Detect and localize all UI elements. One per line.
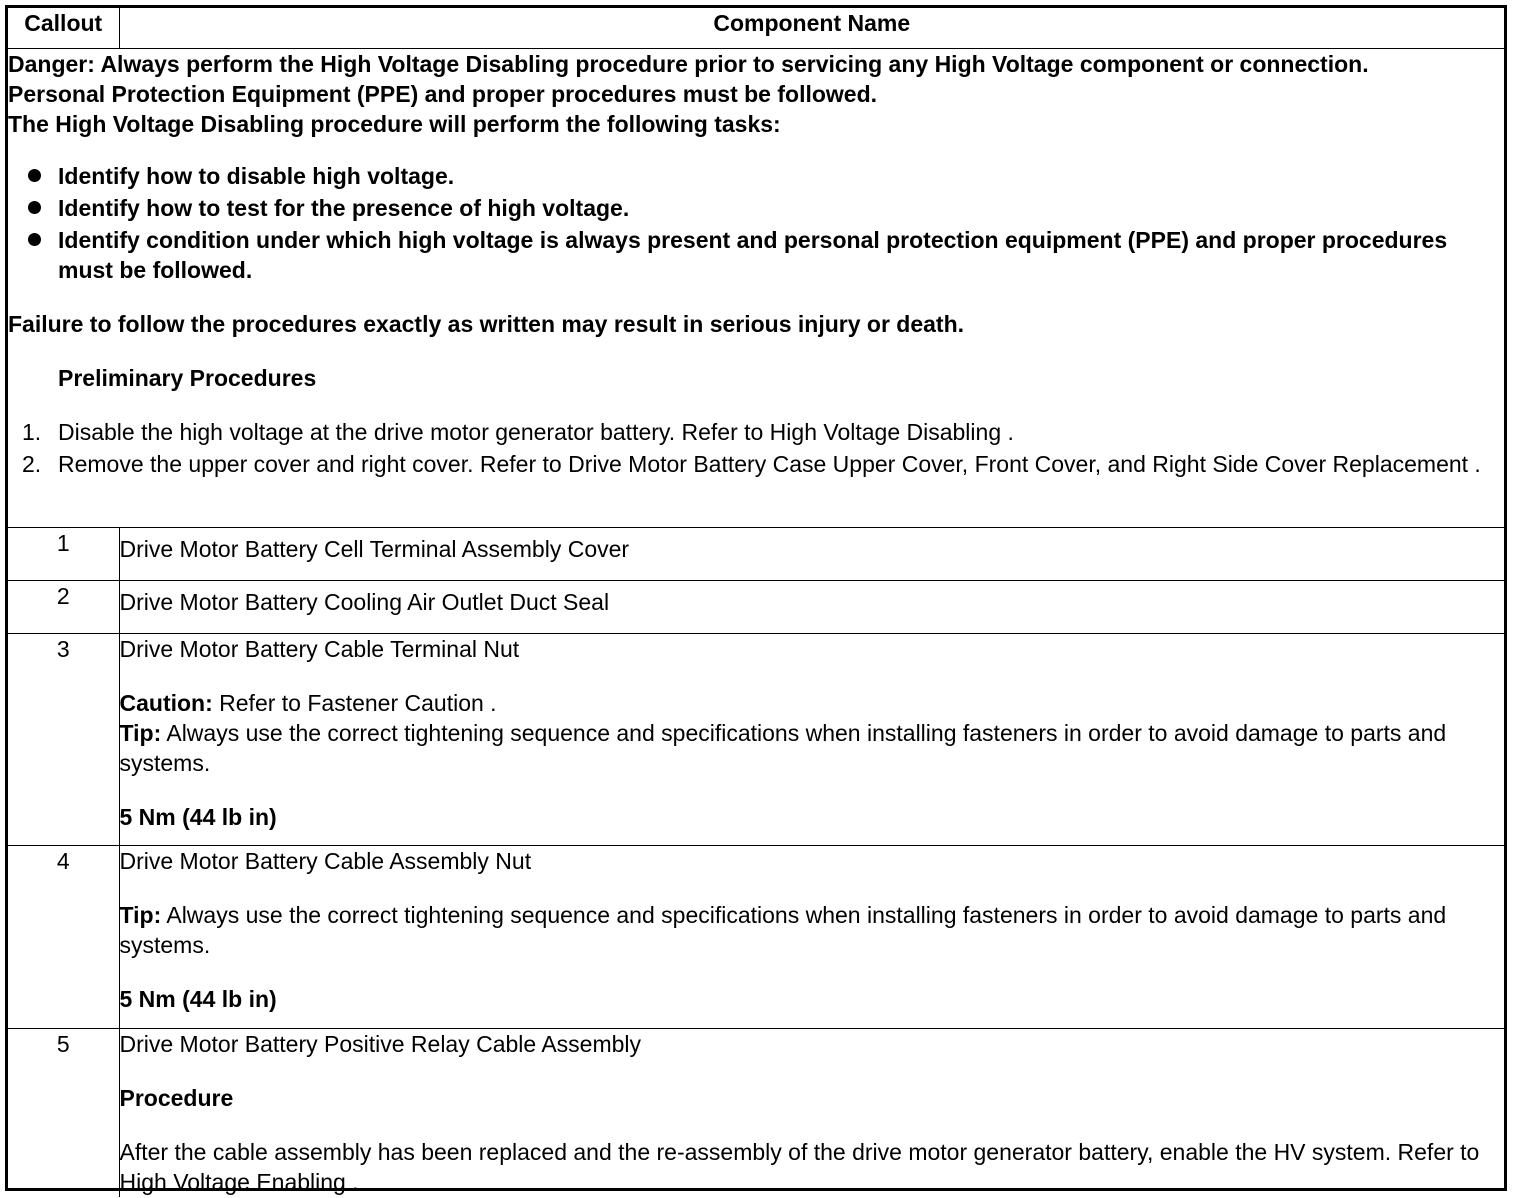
callout-number: 2 (8, 581, 119, 634)
step-number: 1. (22, 419, 42, 445)
tip-note (120, 900, 1505, 960)
torque-spec: 5 Nm (44 lb in) (119, 804, 277, 830)
callout-table (8, 8, 1504, 1197)
tasks-intro-line: The High Voltage Disabling procedure will perform the following tasks: (8, 111, 781, 137)
table-row (8, 528, 1504, 581)
component-cell (119, 1029, 1504, 1198)
step-text: Remove the upper cover and right cover. Refer to Drive Motor Battery Case Upper Cover, Front Cover, and Right Side Cover Replacement . (58, 451, 1481, 477)
callout-number: 5 (8, 1029, 119, 1198)
danger-notice (8, 49, 1504, 528)
caution-label: Caution: (119, 690, 213, 716)
callout-column-header: Callout (8, 8, 119, 49)
list-item: Identify how to test for the presence of high voltage. (8, 193, 1504, 223)
procedure-label: Procedure (119, 1085, 234, 1111)
danger-notice-row (8, 49, 1504, 528)
component-name: Drive Motor Battery Positive Relay Cable Assembly (119, 1031, 642, 1057)
preliminary-steps-list (8, 417, 1504, 479)
component-name: Drive Motor Battery Cell Terminal Assembly Cover (119, 528, 1504, 581)
step-text: Disable the high voltage at the drive motor generator battery. Refer to High Voltage Disabling . (58, 419, 1014, 445)
list-item: Identify how to disable high voltage. (8, 161, 1504, 191)
callout-number: 3 (8, 634, 119, 846)
table-row (8, 581, 1504, 634)
danger-line: Danger: Always perform the High Voltage Disabling procedure prior to servicing any High Voltage component or connection. (8, 51, 1369, 77)
tip-note (120, 718, 1505, 778)
table-header-row (8, 8, 1504, 49)
table-row (8, 1029, 1504, 1198)
list-item (8, 417, 1504, 447)
component-name-column-header: Component Name (119, 8, 1504, 49)
ppe-line: Personal Protection Equipment (PPE) and proper procedures must be followed. (8, 81, 878, 107)
tip-text: Always use the correct tightening sequence and specifications when installing fasteners in order to avoid damage to parts and systems. (119, 720, 1447, 776)
step-number: 2. (22, 451, 42, 477)
task-bullet-list (8, 161, 1504, 285)
procedure-text: After the cable assembly has been replaced and the re-assembly of the drive motor generator battery, enable the HV system. Refer to High Voltage Enabling . (119, 1139, 1480, 1195)
component-name: Drive Motor Battery Cooling Air Outlet Duct Seal (119, 581, 1504, 634)
component-cell (119, 846, 1504, 1029)
component-name: Drive Motor Battery Cable Terminal Nut (119, 636, 520, 662)
callout-table-frame (5, 5, 1507, 1195)
list-item: Identify condition under which high voltage is always present and personal protection equipment (PPE) and proper procedures must be followed. (8, 225, 1504, 285)
tip-label: Tip: (119, 720, 162, 746)
callout-number: 1 (8, 528, 119, 581)
component-name: Drive Motor Battery Cable Assembly Nut (119, 848, 532, 874)
list-item (8, 449, 1504, 479)
torque-spec: 5 Nm (44 lb in) (119, 986, 277, 1012)
table-row (8, 846, 1504, 1029)
component-cell (119, 634, 1504, 846)
callout-number: 4 (8, 846, 119, 1029)
tip-label: Tip: (119, 902, 162, 928)
caution-note (120, 688, 1505, 718)
failure-warning: Failure to follow the procedures exactly as written may result in serious injury or death. (8, 311, 965, 337)
tip-text: Always use the correct tightening sequence and specifications when installing fasteners in order to avoid damage to parts and systems. (119, 902, 1447, 958)
preliminary-procedures-title: Preliminary Procedures (58, 365, 317, 391)
danger-text-block (8, 49, 1504, 139)
table-row (8, 634, 1504, 846)
caution-text: Refer to Fastener Caution . (212, 690, 497, 716)
